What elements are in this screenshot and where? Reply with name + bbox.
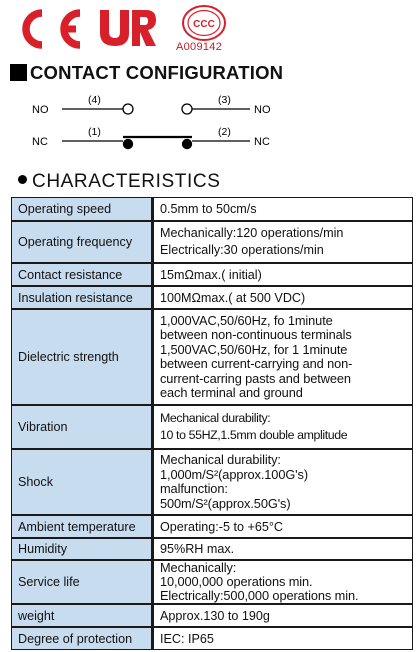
terminal-number-3: (3) [218, 94, 231, 106]
value-line: Electrically:30 operations/min [160, 243, 324, 257]
row-label: Vibration [12, 406, 154, 448]
value-line: each terminal and ground [160, 385, 303, 400]
table-row [12, 561, 412, 603]
table-row [12, 628, 412, 649]
value-line: Electrically:500,000 operations min. [160, 587, 359, 603]
certification-logos [0, 0, 419, 62]
table-row [12, 287, 412, 308]
value-line: Mechanical durability: [160, 452, 281, 467]
table-row [12, 222, 412, 262]
table-row [12, 198, 412, 220]
value-line: 10 to 55HZ,1.5mm double amplitude [160, 428, 348, 442]
value-line: Operating:-5 to +65°C [160, 519, 283, 534]
contact-configuration-heading [10, 62, 283, 84]
terminal-label-no-left: NO [32, 104, 49, 116]
row-value [154, 264, 412, 285]
value-line: 1,000m/S²(approx.100G's) [160, 466, 308, 482]
contact-configuration-title: CONTACT CONFIGURATION [30, 62, 284, 83]
table-row [12, 310, 412, 404]
row-value [154, 605, 412, 626]
value-line: Mechanically:120 operations/min [160, 226, 344, 240]
row-label: Operating frequency [12, 222, 154, 262]
terminal-number-2: (2) [218, 126, 231, 138]
row-value [154, 310, 412, 404]
row-value [154, 406, 412, 448]
value-line: 100MΩmax.( at 500 VDC) [160, 290, 306, 305]
terminal-label-nc-right: NC [254, 136, 270, 148]
value-line: malfunction: [160, 481, 228, 496]
ccc-certification-logo [180, 4, 228, 42]
value-line: 95%RH max. [160, 542, 235, 556]
row-value [154, 287, 412, 308]
value-line: Mechanically: [160, 560, 237, 576]
characteristics-heading [18, 171, 220, 193]
row-label: Operating speed [12, 198, 154, 220]
table-row [12, 539, 412, 559]
table-row [12, 516, 412, 537]
value-line: 500m/S²(approx.50G's) [160, 495, 291, 511]
row-label: Ambient temperature [12, 516, 154, 537]
row-value [154, 450, 412, 514]
row-value [154, 198, 412, 220]
value-line: 15mΩmax.( initial) [160, 267, 262, 282]
row-value [154, 516, 412, 537]
value-line: between non-continuous terminals [160, 327, 352, 342]
open-contact-icon [182, 104, 192, 114]
characteristics-title: CHARACTERISTICS [32, 171, 221, 192]
terminal-label-nc-left: NC [32, 136, 48, 148]
square-bullet-icon [10, 64, 27, 81]
ul-recognized-logo [96, 6, 158, 52]
row-label: Humidity [12, 539, 154, 559]
value-line: current-carring pasts and between [160, 370, 351, 386]
contact-configuration-diagram [30, 88, 290, 162]
row-value [154, 539, 412, 559]
value-line: 1,500VAC,50/60Hz, for 1 1minute [160, 341, 348, 357]
closed-contact-icon [123, 139, 133, 149]
row-label: Shock [12, 450, 154, 514]
row-label: Dielectric strength [12, 310, 154, 404]
ce-mark-logo [12, 6, 88, 52]
value-line: between current-carrying and non- [160, 356, 353, 371]
value-line: Approx.130 to 190g [160, 608, 270, 623]
table-row [12, 605, 412, 626]
value-line: IEC: IP65 [160, 631, 214, 646]
open-contact-icon [123, 104, 133, 114]
terminal-number-1: (1) [88, 126, 101, 138]
closed-contact-icon [182, 139, 192, 149]
row-value [154, 628, 412, 649]
row-value [154, 561, 412, 603]
row-label: weight [12, 605, 154, 626]
row-label: Insulation resistance [12, 287, 154, 308]
terminal-label-no-right: NO [254, 104, 271, 116]
value-line: 10,000,000 operations min. [160, 574, 313, 590]
round-bullet-icon [18, 175, 27, 184]
value-line: 0.5mm to 50cm/s [160, 202, 257, 216]
ccc-mark-text: CCC [193, 19, 215, 30]
table-row [12, 406, 412, 448]
ccc-certificate-code: A009142 [176, 41, 223, 53]
value-line: Mechanical durability: [160, 411, 271, 425]
row-label: Degree of protection [12, 628, 154, 649]
row-value [154, 222, 412, 262]
row-label: Contact resistance [12, 264, 154, 285]
row-label: Service life [12, 561, 154, 603]
characteristics-table [11, 197, 413, 650]
value-line: 1,000VAC,50/60Hz, fo 1minute [160, 312, 333, 328]
table-row [12, 450, 412, 514]
terminal-number-4: (4) [88, 94, 101, 106]
table-row [12, 264, 412, 285]
